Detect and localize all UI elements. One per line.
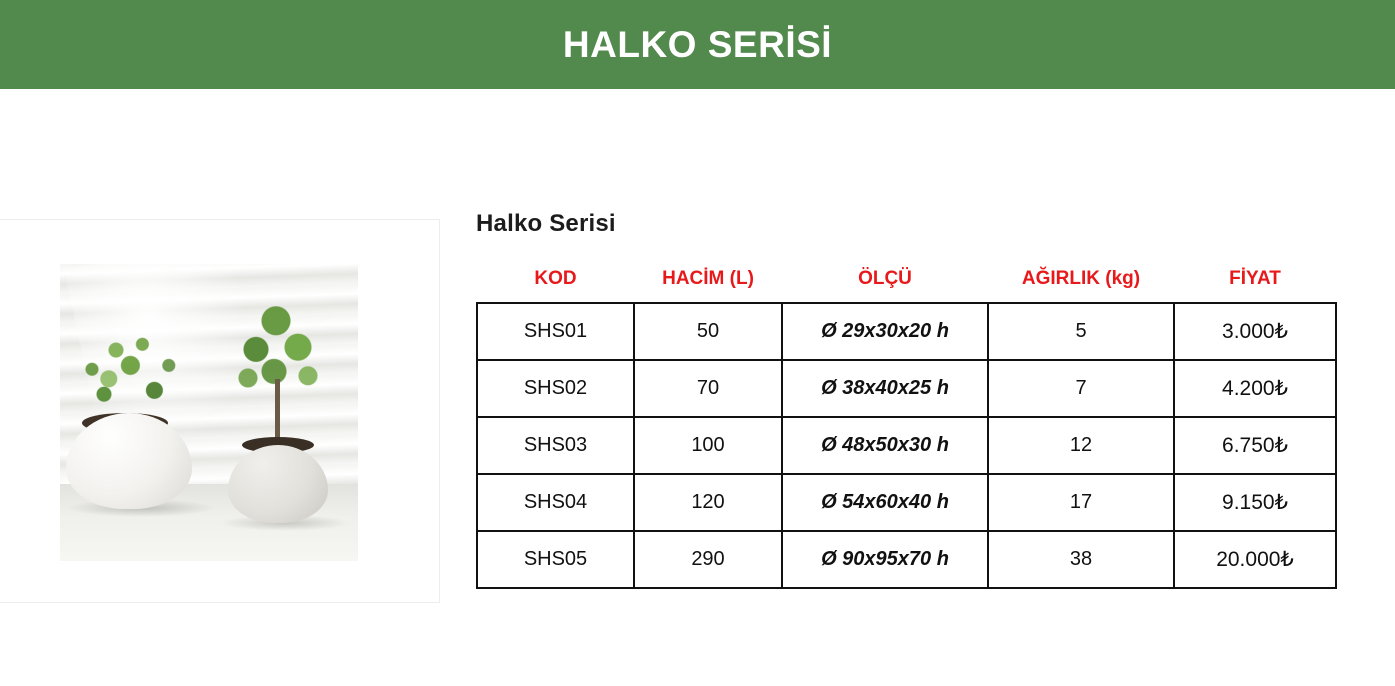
cell-kod: SHS04 [477, 474, 634, 531]
product-photo [60, 264, 358, 561]
cell-agirlik: 12 [988, 417, 1174, 474]
cell-hacim: 290 [634, 531, 782, 588]
table-header-row [477, 264, 1336, 303]
product-details [476, 210, 1336, 589]
cell-fiyat: 9.150₺ [1174, 474, 1336, 531]
cell-hacim: 120 [634, 474, 782, 531]
table-row [477, 531, 1336, 588]
column-header-kod: KOD [477, 264, 634, 303]
product-image-card[interactable] [0, 219, 440, 603]
cell-agirlik: 17 [988, 474, 1174, 531]
column-header-fiyat: FİYAT [1174, 264, 1336, 303]
table-row [477, 474, 1336, 531]
column-header-agirlik: AĞIRLIK (kg) [988, 264, 1174, 303]
cell-kod: SHS05 [477, 531, 634, 588]
cell-hacim: 50 [634, 303, 782, 360]
cell-hacim: 100 [634, 417, 782, 474]
cell-fiyat: 6.750₺ [1174, 417, 1336, 474]
cell-olcu: Ø 29x30x20 h [782, 303, 988, 360]
column-header-hacim: HACİM (L) [634, 264, 782, 303]
cell-olcu: Ø 90x95x70 h [782, 531, 988, 588]
cell-kod: SHS01 [477, 303, 634, 360]
series-title: Halko Serisi [476, 210, 616, 237]
cell-fiyat: 3.000₺ [1174, 303, 1336, 360]
cell-agirlik: 5 [988, 303, 1174, 360]
table-row [477, 417, 1336, 474]
table-row [477, 360, 1336, 417]
table-row [477, 303, 1336, 360]
cell-olcu: Ø 54x60x40 h [782, 474, 988, 531]
cell-fiyat: 20.000₺ [1174, 531, 1336, 588]
cell-hacim: 70 [634, 360, 782, 417]
cell-agirlik: 38 [988, 531, 1174, 588]
column-header-olcu: ÖLÇÜ [782, 264, 988, 303]
cell-olcu: Ø 38x40x25 h [782, 360, 988, 417]
page-banner [0, 0, 1395, 89]
plant-bush [68, 327, 188, 423]
plant-tree-crown [230, 301, 330, 411]
cell-agirlik: 7 [988, 360, 1174, 417]
cell-kod: SHS03 [477, 417, 634, 474]
cell-fiyat: 4.200₺ [1174, 360, 1336, 417]
cell-olcu: Ø 48x50x30 h [782, 417, 988, 474]
specification-table [476, 264, 1337, 589]
banner-title: HALKO SERİSİ [562, 23, 833, 65]
cell-kod: SHS02 [477, 360, 634, 417]
